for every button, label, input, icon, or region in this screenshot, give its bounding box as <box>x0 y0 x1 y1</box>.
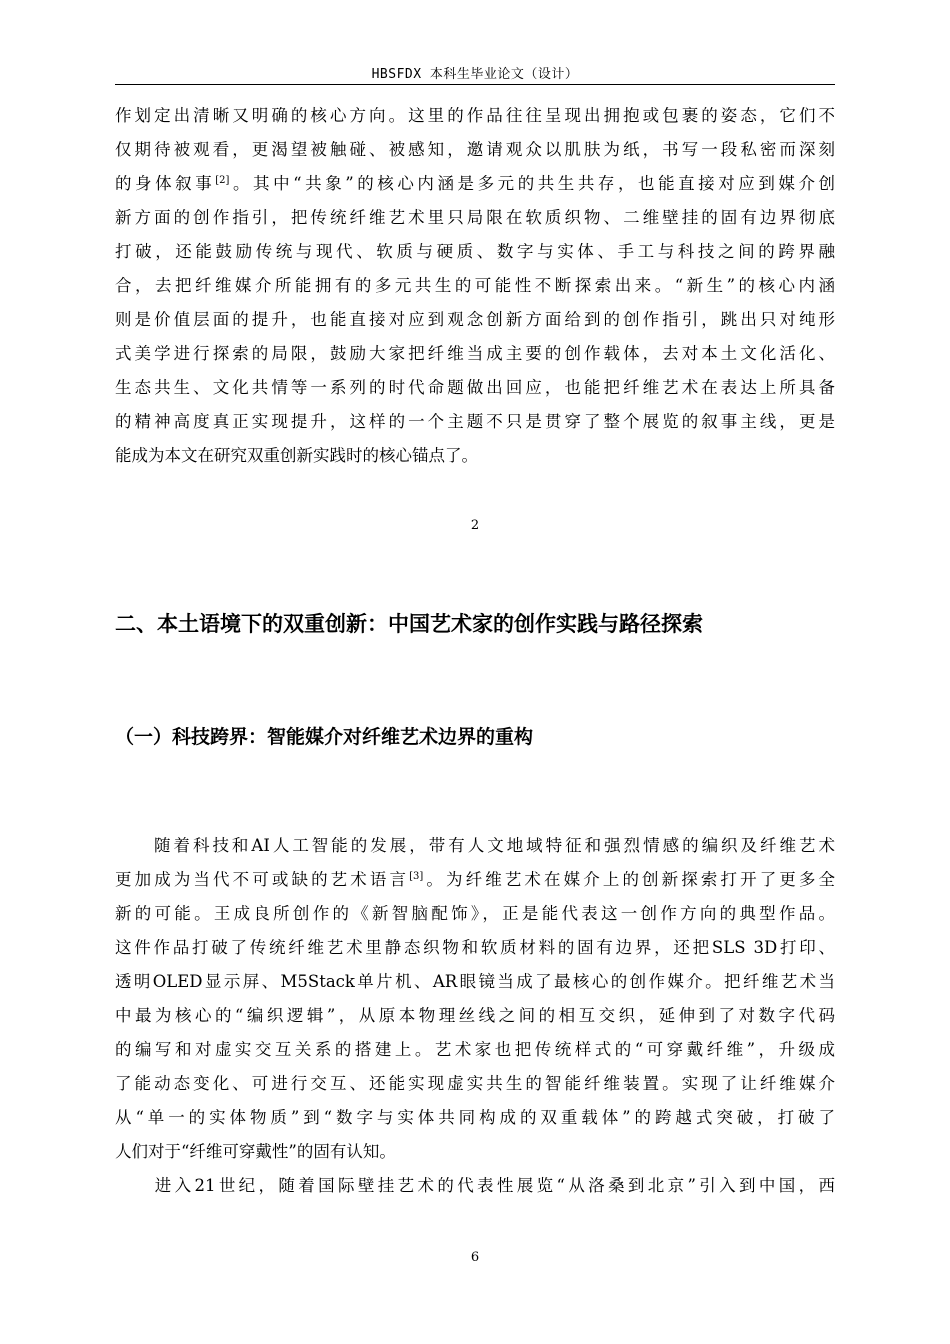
text-line: 能成为本文在研究双重创新实践时的核心锚点了。 <box>115 446 478 465</box>
subsection-heading: （一）科技跨界：智能媒介对纤维艺术边界的重构 <box>115 726 534 748</box>
text-line: 随着科技和AI人工智能的发展，带有人文地域特征和强烈情感的编织及纤维艺术 <box>115 836 835 855</box>
header-rule <box>115 84 835 85</box>
text-line: 打破，还能鼓励传统与现代、软质与硬质、数字与实体、手工与科技之间的跨界融 <box>115 242 835 261</box>
citation-ref: [2] <box>215 175 230 186</box>
page-number: 2 <box>470 518 480 533</box>
citation-ref: [3] <box>409 871 424 882</box>
text-line: 作划定出清晰又明确的核心方向。这里的作品往往呈现出拥抱或包裹的姿态，它们不 <box>115 106 835 125</box>
text-segment: 。其中“共象”的核心内涵是多元的共生共存，也能直接对应到媒介创 <box>229 174 835 193</box>
text-line: 人们对于“纤维可穿戴性”的固有认知。 <box>115 1142 396 1161</box>
text-line <box>115 167 835 201</box>
text-line: 这件作品打破了传统纤维艺术里静态织物和软质材料的固有边界，还把SLS 3D打印、 <box>115 938 835 957</box>
text-line: 仅期待被观看，更渴望被触碰、被感知，邀请观众以肌肤为纸，书写一段私密而深刻 <box>115 140 835 159</box>
text-line: 新的可能。王成良所创作的《新智脑配饰》，正是能代表这一创作方向的典型作品。 <box>115 904 835 923</box>
paragraph-1 <box>115 99 835 473</box>
text-segment: 。为纤维艺术在媒介上的创新探索打开了更多全 <box>423 870 835 889</box>
text-line: 新方面的创作指引，把传统纤维艺术里只局限在软质织物、二维壁挂的固有边界彻底 <box>115 208 835 227</box>
text-line: 进入21世纪，随着国际壁挂艺术的代表性展览“从洛桑到北京”引入到中国，西 <box>115 1176 835 1195</box>
text-line: 透明OLED显示屏、M5Stack单片机、AR眼镜当成了最核心的创作媒介。把纤维艺术当 <box>115 972 835 991</box>
text-line: 生态共生、文化共情等一系列的时代命题做出回应，也能把纤维艺术在表达上所具备 <box>115 378 835 397</box>
text-line: 从“单一的实体物质”到“数字与实体共同构成的双重载体”的跨越式突破，打破了 <box>115 1108 835 1127</box>
text-line: 中最为核心的“编织逻辑”，从原本物理丝线之间的相互交织，延伸到了对数字代码 <box>115 1006 835 1025</box>
text-line: 式美学进行探索的局限，鼓励大家把纤维当成主要的创作载体，去对本土文化活化、 <box>115 344 835 363</box>
text-line: 的编写和对虚实交互关系的搭建上。艺术家也把传统样式的“可穿戴纤维”，升级成 <box>115 1040 835 1059</box>
page-number: 6 <box>470 1250 480 1265</box>
text-line: 合，去把纤维媒介所能拥有的多元共生的可能性不断探索出来。“新生”的核心内涵 <box>115 276 835 295</box>
text-line: 则是价值层面的提升，也能直接对应到观念创新方面给到的创作指引，跳出只对纯形 <box>115 310 835 329</box>
text-line: 的精神高度真正实现提升，这样的一个主题不只是贯穿了整个展览的叙事主线，更是 <box>115 412 835 431</box>
running-header: HBSFDX 本科生毕业论文（设计） <box>371 67 579 82</box>
text-line <box>115 863 835 897</box>
section-heading: 二、本土语境下的双重创新：中国艺术家的创作实践与路径探索 <box>115 612 703 636</box>
text-segment: 的身体叙事 <box>115 174 216 193</box>
paragraph-2 <box>115 829 835 1203</box>
text-segment: 更加成为当代不可或缺的艺术语言 <box>115 870 410 889</box>
text-line: 了能动态变化、可进行交互、还能实现虚实共生的智能纤维装置。实现了让纤维媒介 <box>115 1074 835 1093</box>
